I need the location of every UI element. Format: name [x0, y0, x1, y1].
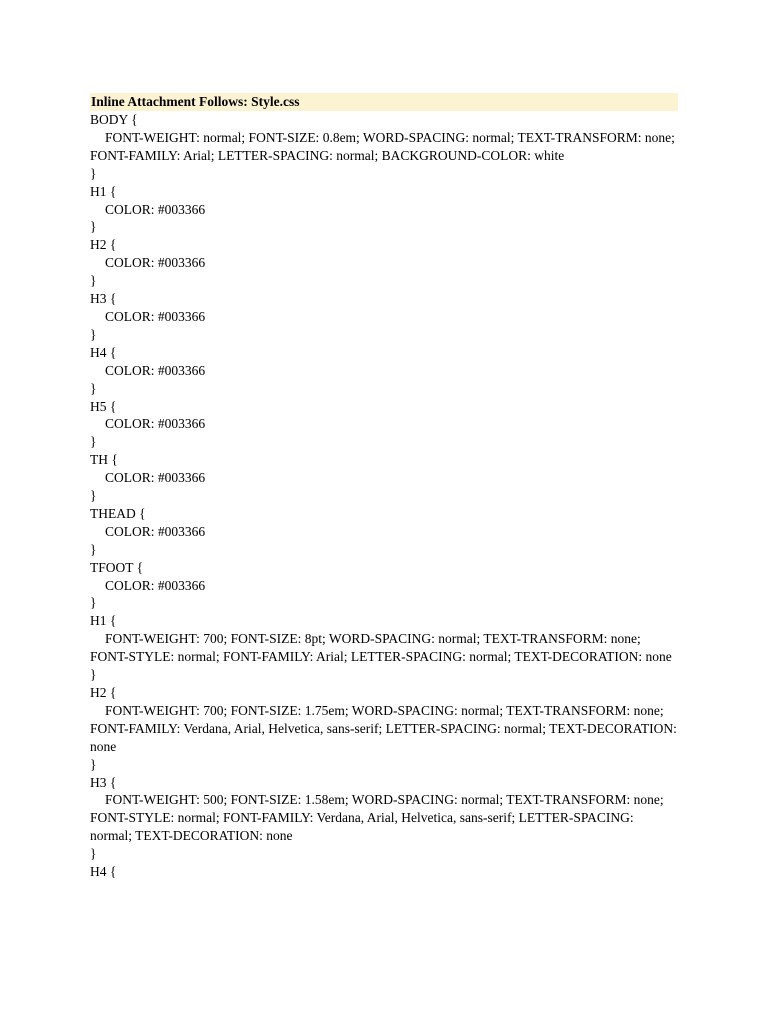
css-declaration-line: FONT-WEIGHT: 700; FONT-SIZE: 1.75em; WORD-SPACING: normal; TEXT-TRANSFORM: none; FONT-FAMILY: Verdana, Arial, Helvetica, sans-serif; LETTER-SPACING: normal; TEXT-DECORATION: none: [90, 702, 681, 754]
css-rule-line: }: [90, 488, 97, 504]
css-declaration-line: COLOR: #003366: [105, 308, 206, 324]
css-declaration-line: COLOR: #003366: [105, 577, 206, 593]
css-declaration-line: COLOR: #003366: [105, 416, 206, 432]
css-rule-line: }: [90, 219, 97, 235]
css-rule-line: H1 {: [90, 613, 117, 629]
css-rule-line: H4 {: [90, 344, 117, 360]
css-rule-line: H2 {: [90, 237, 117, 253]
css-listing: [90, 111, 681, 881]
attachment-header: Inline Attachment Follows: Style.css: [90, 93, 678, 111]
css-rule-line: }: [90, 326, 97, 342]
css-rule-line: }: [90, 846, 97, 862]
css-rule-line: H5 {: [90, 398, 117, 414]
css-rule-line: }: [90, 165, 97, 181]
css-rule-line: THEAD {: [90, 505, 146, 521]
css-rule-line: H1 {: [90, 183, 117, 199]
css-rule-line: H3 {: [90, 774, 117, 790]
css-declaration-line: COLOR: #003366: [105, 362, 206, 378]
css-declaration-line: FONT-WEIGHT: 500; FONT-SIZE: 1.58em; WORD-SPACING: normal; TEXT-TRANSFORM: none; FONT-STYLE: normal; FONT-FAMILY: Verdana, Arial, Helvetica, sans-serif; LETTER-SPACING: normal; TEXT-DECORATION: none: [90, 792, 667, 844]
css-declaration-line: COLOR: #003366: [105, 470, 206, 486]
css-declaration-line: COLOR: #003366: [105, 201, 206, 217]
css-declaration-line: COLOR: #003366: [105, 255, 206, 271]
css-declaration-line: COLOR: #003366: [105, 523, 206, 539]
css-rule-line: H3 {: [90, 291, 117, 307]
css-rule-line: }: [90, 667, 97, 683]
css-rule-line: }: [90, 273, 97, 289]
css-rule-line: }: [90, 380, 97, 396]
css-rule-line: }: [90, 541, 97, 557]
css-rule-line: }: [90, 595, 97, 611]
css-declaration-line: FONT-WEIGHT: 700; FONT-SIZE: 8pt; WORD-SPACING: normal; TEXT-TRANSFORM: none; FONT-STYLE: normal; FONT-FAMILY: Arial; LETTER-SPACING: normal; TEXT-DECORATION: none: [90, 631, 672, 665]
css-rule-line: H4 {: [90, 864, 117, 880]
css-rule-line: H2 {: [90, 685, 117, 700]
css-declaration-line: FONT-WEIGHT: normal; FONT-SIZE: 0.8em; WORD-SPACING: normal; TEXT-TRANSFORM: none; FONT-FAMILY: Arial; LETTER-SPACING: normal; BACKGROUND-COLOR: white: [90, 129, 679, 163]
css-rule-line: TH {: [90, 452, 118, 468]
css-rule-line: }: [90, 434, 97, 450]
css-rule-line: }: [90, 756, 97, 772]
css-rule-line: TFOOT {: [90, 559, 144, 575]
document-page: [90, 93, 681, 881]
css-rule-line: BODY {: [90, 112, 138, 127]
